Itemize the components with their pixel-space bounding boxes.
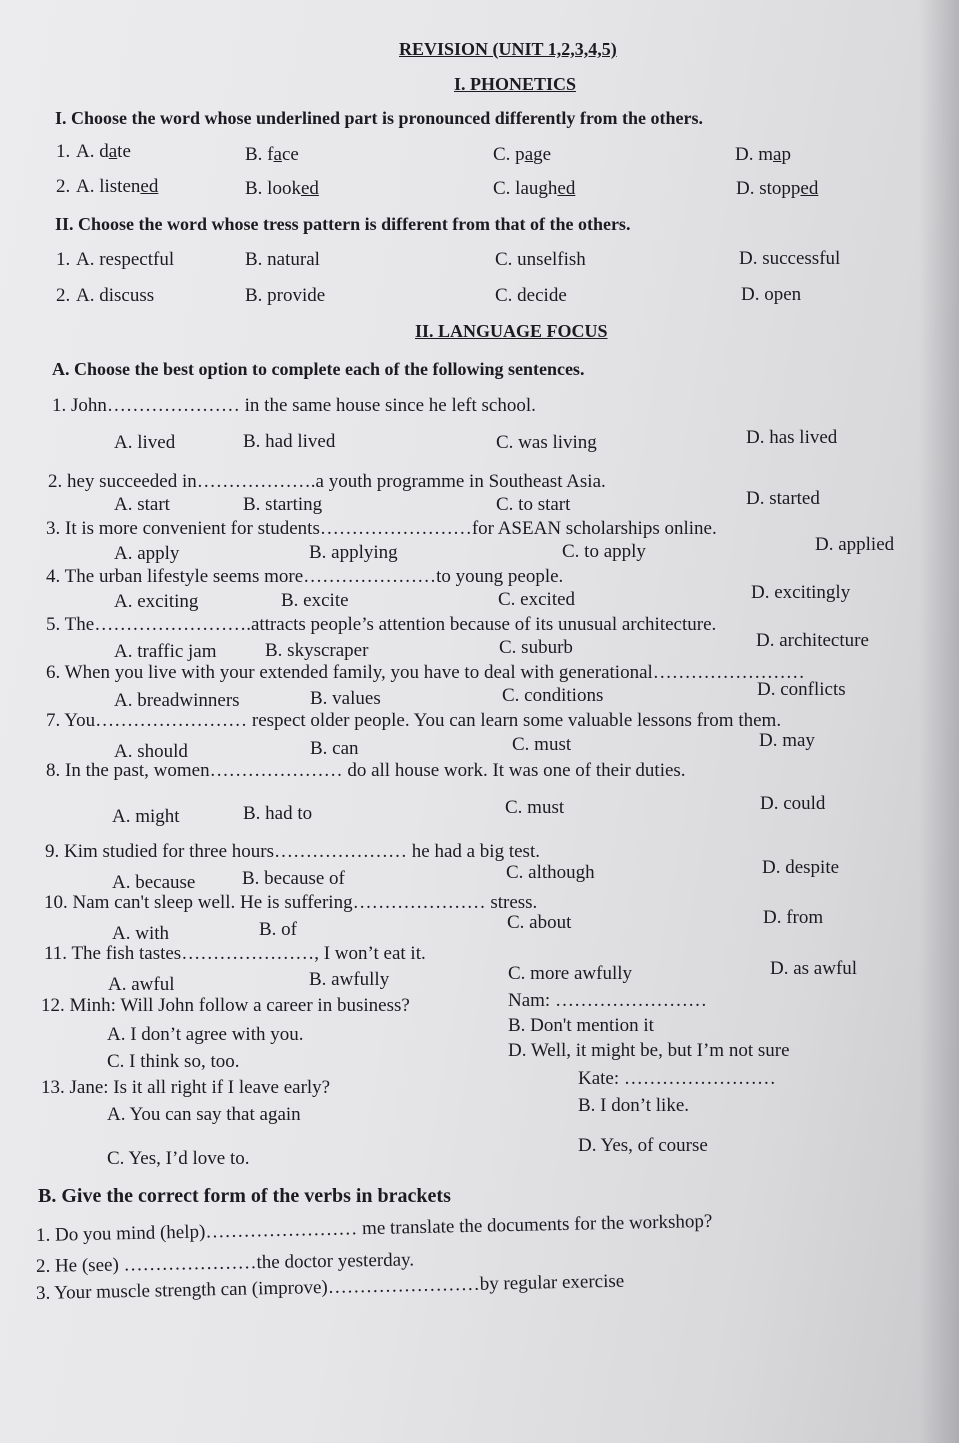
stress-q1-option-d: D. successful (739, 248, 841, 269)
pron-q2-option-b: B. looked (245, 178, 319, 199)
mcq-6-stem: 6. When you live with your extended family, you have to deal with generational…………………… (46, 662, 805, 683)
language-instruction-b: B. Give the correct form of the verbs in brackets (38, 1185, 451, 1207)
pron-q1-option-d: D. map (735, 144, 791, 165)
mcq-12-stem: 12. Minh: Will John follow a career in business? (41, 995, 410, 1016)
pron-q2-option-c: C. laughed (493, 178, 576, 199)
mcq-3-option-d: D. applied (815, 534, 895, 555)
mcq-8-option-d: D. could (760, 793, 826, 814)
mcq-9-stem: 9. Kim studied for three hours………………… he had a big test. (45, 841, 540, 862)
mcq-11-option-c: C. more awfully (508, 963, 633, 984)
mcq-11-stem: 11. The fish tastes…………………, I won’t eat it. (44, 943, 426, 964)
mcq-12-option-b: B. Don't mention it (508, 1015, 654, 1036)
mcq-6-option-c: C. conditions (502, 685, 604, 706)
mcq-6-option-d: D. conflicts (757, 679, 846, 700)
mcq-2-option-b: B. starting (243, 494, 323, 515)
mcq-8-option-a: A. might (112, 806, 180, 827)
mcq-7-option-b: B. can (310, 738, 359, 759)
mcq-13-option-c: C. Yes, I’d love to. (107, 1148, 250, 1169)
mcq-9-option-d: D. despite (762, 857, 840, 878)
stress-q2-option-c: C. decide (495, 285, 567, 306)
pron-q1-option-c: C. page (493, 144, 552, 165)
section-language-focus: II. LANGUAGE FOCUS (415, 321, 608, 341)
mcq-12-option-d: D. Well, it might be, but I’m not sure (508, 1040, 790, 1061)
pron-q2-number: 2. (56, 176, 71, 197)
mcq-13-stem: 13. Jane: Is it all right if I leave early? (41, 1077, 331, 1098)
language-instruction-a: A. Choose the best option to complete each of the following sentences. (52, 359, 585, 379)
mcq-11-option-a: A. awful (108, 974, 175, 995)
mcq-5-option-d: D. architecture (756, 630, 869, 651)
mcq-12-reply: Nam: …………………… (508, 990, 707, 1011)
mcq-2-option-a: A. start (114, 494, 170, 515)
verb-item-1: 1. Do you mind (help)…………………… me translate the documents for the workshop? (35, 1210, 713, 1246)
mcq-3-stem: 3. It is more convenient for students……………………for ASEAN scholarships online. (46, 518, 717, 539)
mcq-5-option-b: B. skyscraper (265, 640, 369, 661)
mcq-2-option-c: C. to start (496, 494, 571, 515)
pron-q1-option-b: B. face (245, 144, 299, 165)
mcq-12-option-a: A. I don’t agree with you. (107, 1024, 304, 1045)
mcq-1-option-d: D. has lived (746, 427, 838, 448)
mcq-12-option-c: C. I think so, too. (107, 1051, 240, 1072)
mcq-4-option-c: C. excited (498, 589, 576, 610)
mcq-10-option-c: C. about (507, 912, 572, 933)
mcq-13-reply: Kate: …………………… (578, 1068, 776, 1089)
mcq-7-option-d: D. may (759, 730, 815, 751)
section-phonetics: I. PHONETICS (454, 74, 577, 94)
mcq-6-option-a: A. breadwinners (114, 690, 240, 711)
pron-q1-number: 1. (56, 141, 71, 162)
mcq-13-option-b: B. I don’t like. (578, 1095, 690, 1116)
mcq-10-option-d: D. from (763, 907, 824, 928)
mcq-6-option-b: B. values (310, 688, 381, 709)
mcq-3-option-c: C. to apply (562, 541, 646, 562)
mcq-10-option-b: B. of (259, 919, 297, 940)
mcq-3-option-b: B. applying (309, 542, 398, 563)
page-shadow-edge (919, 0, 959, 1443)
mcq-8-option-c: C. must (505, 797, 565, 818)
worksheet-title: REVISION (UNIT 1,2,3,4,5) (399, 39, 617, 59)
mcq-1-option-c: C. was living (496, 432, 597, 453)
mcq-1-option-b: B. had lived (243, 431, 336, 452)
mcq-13-option-a: A. You can say that again (107, 1104, 301, 1125)
pron-q2-option-a: A. listened (76, 176, 159, 197)
mcq-10-option-a: A. with (112, 923, 169, 944)
mcq-5-option-c: C. suburb (499, 637, 573, 658)
mcq-1-stem: 1. John………………… in the same house since he left school. (52, 395, 536, 416)
mcq-1-option-a: A. lived (114, 432, 176, 453)
mcq-4-option-b: B. excite (281, 590, 349, 611)
mcq-7-option-a: A. should (114, 741, 188, 762)
stress-q2-option-b: B. provide (245, 285, 326, 306)
stress-q2-number: 2. (56, 285, 71, 306)
pron-q2-option-d: D. stopped (736, 178, 819, 199)
mcq-5-option-a: A. traffic jam (114, 641, 217, 662)
mcq-2-option-d: D. started (746, 488, 820, 509)
mcq-2-stem: 2. hey succeeded in……………….a youth programme in Southeast Asia. (48, 471, 606, 492)
stress-q1-option-c: C. unselfish (495, 249, 586, 270)
phonetics-instruction-2: II. Choose the word whose tress pattern is different from that of the others. (55, 214, 631, 234)
verb-item-2: 2. He (see) …………………the doctor yesterday. (35, 1249, 415, 1277)
mcq-8-option-b: B. had to (243, 803, 313, 824)
mcq-3-option-a: A. apply (114, 543, 180, 564)
mcq-9-option-a: A. because (112, 872, 196, 893)
stress-q1-option-b: B. natural (245, 249, 320, 270)
mcq-8-stem: 8. In the past, women………………… do all house work. It was one of their duties. (46, 760, 686, 781)
stress-q1-number: 1. (56, 249, 71, 270)
mcq-7-stem: 7. You…………………… respect older people. You can learn some valuable lessons from them. (46, 710, 782, 731)
verb-item-3: 3. Your muscle strength can (improve)……………………by regular exercise (35, 1270, 625, 1304)
stress-q2-option-d: D. open (741, 284, 802, 305)
mcq-4-option-a: A. exciting (114, 591, 199, 612)
phonetics-instruction-1: I. Choose the word whose underlined part is pronounced differently from the others. (55, 108, 704, 128)
mcq-10-stem: 10. Nam can't sleep well. He is suffering………………… stress. (44, 892, 538, 913)
mcq-7-option-c: C. must (512, 734, 572, 755)
mcq-9-option-b: B. because of (242, 868, 345, 889)
mcq-13-option-d: D. Yes, of course (578, 1135, 708, 1156)
pron-q1-option-a: A. date (76, 141, 131, 162)
mcq-11-option-b: B. awfully (309, 969, 390, 990)
stress-q1-option-a: A. respectful (76, 249, 175, 270)
mcq-5-stem: 5. The…………………….attracts people’s attention because of its unusual architecture. (46, 614, 717, 635)
stress-q2-option-a: A. discuss (76, 285, 155, 306)
mcq-4-option-d: D. excitingly (751, 582, 851, 603)
mcq-4-stem: 4. The urban lifestyle seems more…………………to young people. (46, 566, 564, 587)
mcq-9-option-c: C. although (506, 862, 595, 883)
mcq-11-option-d: D. as awful (770, 958, 858, 979)
